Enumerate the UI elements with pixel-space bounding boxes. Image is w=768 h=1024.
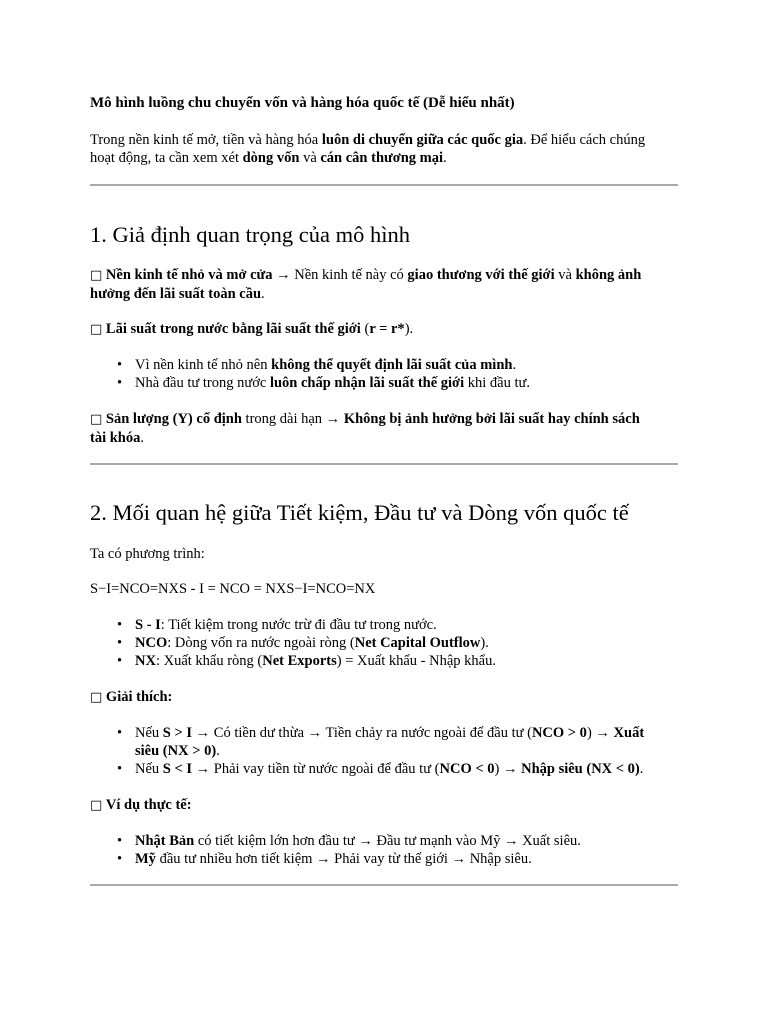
section-2-heading: 2. Mối quan hệ giữa Tiết kiệm, Đầu tư và Dòng vốn quốc tế <box>90 500 629 525</box>
section-1-heading: 1. Giả định quan trọng của mô hình <box>90 222 410 247</box>
example-label: □ Ví dụ thực tế: <box>90 797 192 813</box>
horizontal-divider <box>90 184 678 186</box>
list-item: • Mỹ đầu tư nhiều hơn tiết kiệm → Phải vay từ thế giới → Nhập siêu. <box>135 850 678 868</box>
checkbox-glyph-icon: □ <box>90 798 103 813</box>
assumption-interest-rate: □ Lãi suất trong nước bằng lãi suất thế giới (r = r*). <box>90 321 414 337</box>
intro-emphasis: luôn di chuyển giữa các quốc gia <box>321 132 524 148</box>
intro-paragraph: Trong nền kinh tế mở, tiền và hàng hóa luôn di chuyển giữa các quốc gia. Để hiểu cách chúng hoạt động, ta cần xem xét dòng vốn và cán cân thương mại. <box>90 132 646 166</box>
equation: S−I=NCO=NXS - I = NCO = NXS−I=NCO=NX <box>90 581 376 597</box>
checkbox-glyph-icon: □ <box>90 412 103 427</box>
definitions-list <box>90 616 678 670</box>
explanation-list <box>90 724 678 778</box>
list-item: • Vì nền kinh tế nhỏ nên không thể quyết định lãi suất của mình. <box>135 356 678 374</box>
intro-emphasis: cán cân thương mại <box>320 150 444 166</box>
checkbox-glyph-icon: □ <box>90 690 103 705</box>
equation-intro: Ta có phương trình: <box>90 546 205 562</box>
list-item: • Nếu S < I → Phải vay tiền từ nước ngoài để đầu tư (NCO < 0) → Nhập siêu (NX < 0). <box>135 760 678 778</box>
list-item: • Nhà đầu tư trong nước luôn chấp nhận lãi suất thế giới khi đầu tư. <box>135 374 678 392</box>
examples-list <box>90 832 678 868</box>
intro-emphasis: dòng vốn <box>242 150 300 166</box>
assumption-fixed-output: □ Sản lượng (Y) cố định trong dài hạn → Không bị ảnh hưởng bởi lãi suất hay chính sách tài khóa. <box>90 411 640 446</box>
list-item: • NCO: Dòng vốn ra nước ngoài ròng (Net Capital Outflow). <box>135 634 678 652</box>
checkbox-glyph-icon: □ <box>90 322 103 337</box>
list-item: • NX: Xuất khẩu ròng (Net Exports) = Xuất khẩu - Nhập khẩu. <box>135 652 678 670</box>
checkbox-glyph-icon: □ <box>90 268 103 283</box>
list-item: • Nếu S > I → Có tiền dư thừa → Tiền chảy ra nước ngoài để đầu tư (NCO > 0) → Xuất siêu (NX > 0). <box>135 724 678 760</box>
horizontal-divider <box>90 884 678 886</box>
list-item: • S - I: Tiết kiệm trong nước trừ đi đầu tư trong nước. <box>135 616 678 634</box>
interest-rate-bullets <box>90 356 678 392</box>
document-title: Mô hình luồng chu chuyển vốn và hàng hóa quốc tế (Dễ hiểu nhất) <box>90 95 515 111</box>
assumption-small-open-economy: □ Nền kinh tế nhỏ và mở cửa → Nền kinh tế này có giao thương với thế giới và không ảnh hưởng đến lãi suất toàn cầu. <box>90 267 642 302</box>
explanation-label: □ Giải thích: <box>90 689 173 705</box>
horizontal-divider <box>90 463 678 465</box>
list-item: • Nhật Bản có tiết kiệm lớn hơn đầu tư → Đầu tư mạnh vào Mỹ → Xuất siêu. <box>135 832 678 850</box>
